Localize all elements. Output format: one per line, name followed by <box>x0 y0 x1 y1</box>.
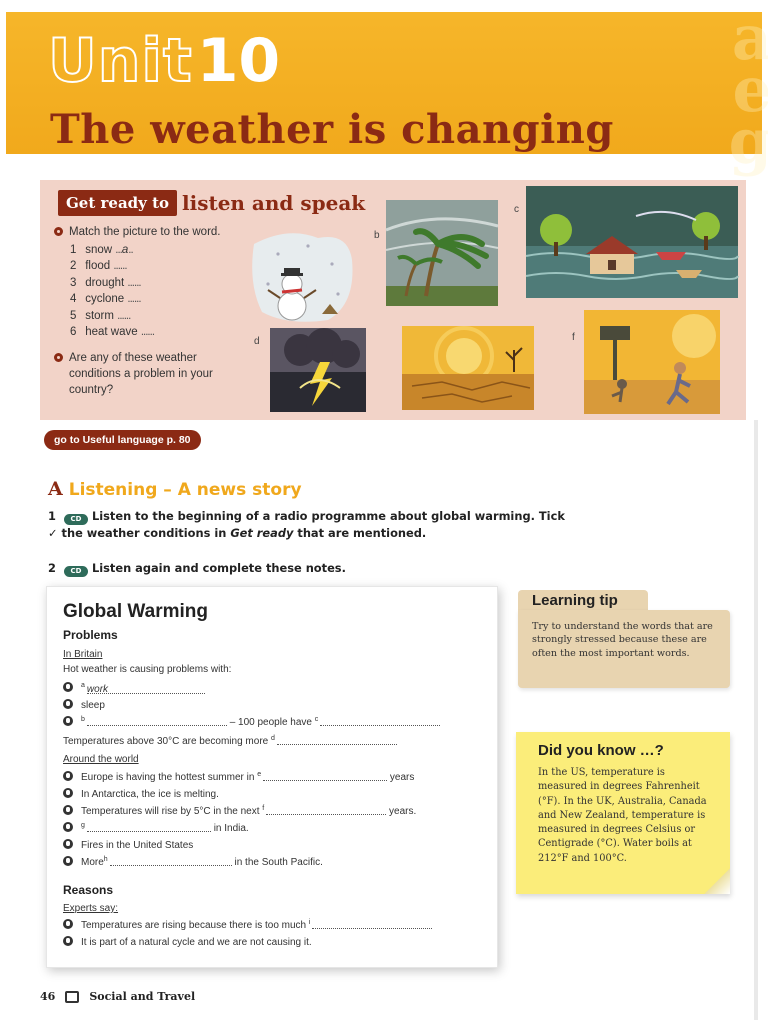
section-letter: A <box>48 478 63 500</box>
globe-icon <box>63 856 73 866</box>
flood-picture <box>526 186 738 298</box>
storm-picture <box>270 328 366 412</box>
list-item: 5 storm ...... <box>70 309 131 322</box>
blank-b[interactable] <box>87 716 227 726</box>
globe-icon <box>63 771 73 781</box>
cyclone-picture <box>386 200 498 306</box>
globe-icon <box>63 822 73 832</box>
globe-icon <box>63 936 73 946</box>
did-you-know-text: In the US, temperature is measured in degrees Fahrenheit (°F). In the UK, Australia, Canada and New Zealand, temperature is measured in degrees Celsius or Centigrade (°C). Water boils at 212°F and 100°C. <box>538 767 707 864</box>
picture-label-d: d <box>254 336 260 347</box>
blank-d[interactable] <box>277 735 397 745</box>
picture-label-c: c <box>514 204 519 215</box>
cd-icon: CD <box>64 514 88 525</box>
list-item: 3 drought ...... <box>70 276 141 289</box>
page-number: 46 <box>40 990 56 1003</box>
blank-h[interactable] <box>110 856 232 866</box>
notes-line-g: $^g$ in India. <box>63 822 249 834</box>
bullet-icon <box>54 227 63 236</box>
task-1: 1 CD Listen to the beginning of a radio programme about global warming. Tick ✓ the weather conditions in Get ready that are mentioned. <box>48 509 565 540</box>
problems-heading: Problems <box>63 628 118 642</box>
task-2: 2 CD Listen again and complete these notes. <box>48 561 346 575</box>
notes-title: Global Warming <box>63 601 208 622</box>
drought-picture <box>402 326 534 410</box>
reasons-heading: Reasons <box>63 883 114 897</box>
unit-header <box>6 1 768 178</box>
learning-tip-text: Try to understand the words that are strongly stressed because these are often the most important words. <box>532 621 713 659</box>
word-list <box>70 242 154 340</box>
globe-icon <box>63 716 73 726</box>
blank-a[interactable] <box>87 684 205 694</box>
around-world-heading: Around the world <box>63 754 139 765</box>
book-icon <box>65 991 79 1003</box>
page-title: The weather is changing <box>50 106 614 153</box>
get-ready-title: listen and speak <box>182 191 366 215</box>
notes-line-f: Temperatures will rise by 5°C in the next $^f$ years. <box>63 805 416 817</box>
snow-picture <box>248 224 356 324</box>
blank-i[interactable] <box>312 919 432 929</box>
section-name: Listening – A news story <box>68 480 302 500</box>
blank-c[interactable] <box>320 716 440 726</box>
global-warming-notes <box>46 586 498 968</box>
header-decoration: a e g <box>728 1 768 178</box>
notes-line-d: Temperatures above 30°C are becoming more $^d$ <box>63 735 397 747</box>
footer-section: Social and Travel <box>89 990 196 1003</box>
page-footer <box>40 990 195 1003</box>
notes-line-i: Temperatures are rising because there is too much $^i$ <box>63 919 432 931</box>
bullet-icon <box>54 353 63 362</box>
globe-icon <box>63 919 73 929</box>
notes-line-b: $^b$ – 100 people have $^c$ <box>63 716 440 728</box>
notes-line: sleep <box>63 699 105 711</box>
cd-icon: CD <box>64 566 88 577</box>
page-curl <box>704 868 730 894</box>
globe-icon <box>63 788 73 798</box>
picture-label-f: f <box>572 332 575 343</box>
globe-icon <box>63 699 73 709</box>
globe-icon <box>63 839 73 849</box>
globe-icon <box>63 805 73 815</box>
notes-line: Fires in the United States <box>63 839 193 851</box>
unit-number: 10 <box>196 26 281 96</box>
notes-line: Hot weather is causing problems with: <box>63 664 232 675</box>
page-edge <box>754 420 758 1020</box>
list-item: 4 cyclone ...... <box>70 293 141 306</box>
notes-line-a: $^a$ work <box>63 682 205 694</box>
blank-e[interactable] <box>263 771 387 781</box>
answer-handwritten: a <box>121 244 129 256</box>
answer-handwritten: work <box>86 684 109 695</box>
match-instruction: Match the picture to the word. <box>54 226 250 238</box>
globe-icon <box>63 682 73 692</box>
section-heading <box>48 478 302 500</box>
blank-f[interactable] <box>266 805 386 815</box>
notes-line: In Antarctica, the ice is melting. <box>63 788 219 800</box>
learning-tip-title: Learning tip <box>532 592 618 609</box>
in-britain-heading: In Britain <box>63 649 103 660</box>
list-item: 2 flood ...... <box>70 260 127 273</box>
notes-line: It is part of a natural cycle and we are not causing it. <box>63 936 312 948</box>
notes-line-e: Europe is having the hottest summer in $^e$ years <box>63 771 414 783</box>
list-item: 6 heat wave ...... <box>70 326 155 339</box>
unit-word: Unit <box>48 26 193 96</box>
did-you-know-title: Did you know …? <box>538 742 664 759</box>
get-ready-badge: Get ready to <box>58 190 177 216</box>
blank-g[interactable] <box>87 822 211 832</box>
list-item: 1 snow ...a.. <box>70 244 133 256</box>
picture-label-b: b <box>374 230 380 241</box>
notes-line-h: More$^h$ in the South Pacific. <box>63 856 323 868</box>
experts-heading: Experts say: <box>63 903 119 914</box>
useful-language-link[interactable]: go to Useful language p. 80 <box>44 430 201 450</box>
discussion-question: Are any of these weather conditions a problem in your country? <box>54 350 222 398</box>
heat-wave-picture <box>584 310 720 414</box>
get-ready-panel <box>40 180 746 420</box>
unit-label <box>48 26 280 96</box>
